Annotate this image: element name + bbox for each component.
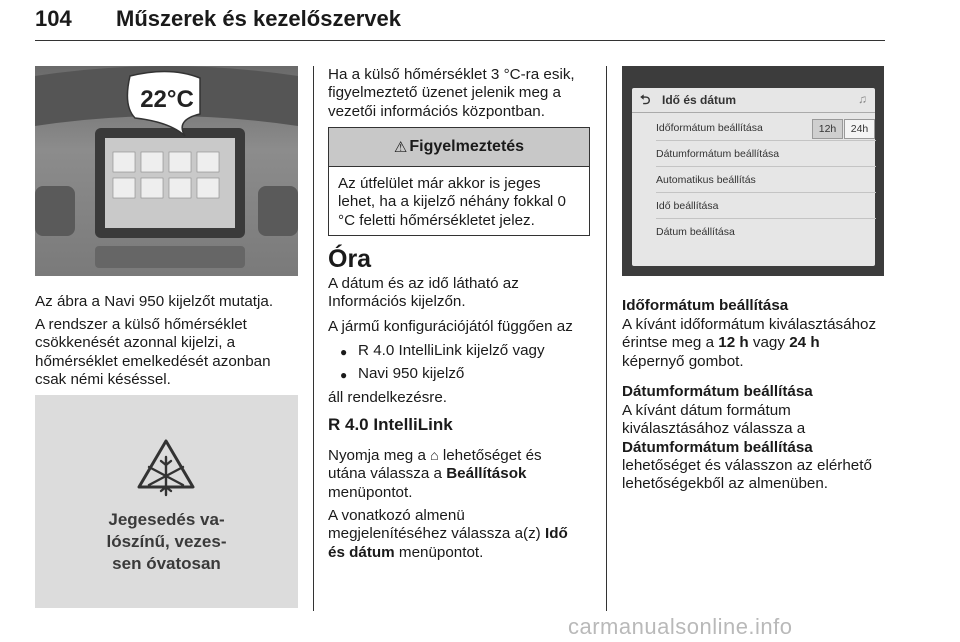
page-title: Műszerek és kezelőszervek	[116, 6, 401, 31]
p5-settings-term: Beállítások	[446, 465, 527, 483]
temperature-readout: 22°C	[140, 86, 194, 113]
t2-date-format-term: Dátumformátum beállítása	[622, 438, 813, 456]
p5-text-b: lehetőséget és	[442, 447, 542, 464]
screen-display	[632, 88, 875, 266]
caption-line-2: lószínű, vezes-	[106, 532, 227, 551]
warning-triangle-icon: ⚠	[393, 139, 408, 156]
section-heading-r40: R 4.0 IntelliLink	[328, 415, 453, 434]
ice-warning-panel	[35, 395, 298, 608]
p5-text-a: Nyomja meg a	[328, 447, 426, 464]
dashboard-photo	[35, 66, 298, 276]
col3-paragraph-1	[622, 316, 882, 371]
p6-text-b: menüpontot.	[398, 543, 484, 561]
col3-heading-1	[622, 297, 788, 315]
t2-text-b: lehetőséget és válasszon az elérhető lehetőségekből az almenüben.	[622, 456, 872, 493]
watermark: carmanualsonline.info	[568, 614, 793, 639]
home-icon: ⌂	[430, 447, 439, 463]
bullet-dot: ●	[340, 368, 348, 382]
warning-title: Figyelmeztetés	[409, 138, 525, 155]
menu-item-set-date[interactable]: Dátum beállítása	[656, 226, 735, 238]
col2-paragraph-2: A dátum és az idő látható az Információs kijelzőn.	[328, 275, 519, 311]
col3-heading-2	[622, 383, 813, 401]
warning-header	[329, 128, 589, 167]
col1-paragraph-1: Az ábra a Navi 950 kijelzőt mutatja.	[35, 293, 274, 310]
menu-item-date-format[interactable]: Dátumformátum beállítása	[656, 142, 876, 167]
col1-paragraph-2: A rendszer a külső hőmérséklet csökkenését azonnal kijelzi, a hőmérséklet emelkedését azonban csak némi késéssel.	[35, 316, 271, 388]
t1-text-end: képernyő gombot.	[622, 352, 744, 370]
t1-12h-term: 12 h	[718, 334, 749, 352]
column-divider-1	[313, 66, 314, 611]
column-divider-2	[606, 66, 607, 611]
menu-item-auto-set[interactable]: Automatikus beállítás	[656, 168, 876, 193]
bullet-text: R 4.0 IntelliLink kijelző vagy	[358, 342, 545, 359]
bullet-item-1	[338, 342, 598, 360]
ice-warning-icon	[35, 395, 298, 505]
menu-item-time-format[interactable]	[656, 116, 876, 141]
t1-text-mid: vagy	[752, 334, 785, 352]
warning-text: Az útfelület már akkor is jeges lehet, ha a kijelző néhány fokkal 0 °C feletti hőmérsékletet jelez.	[338, 175, 566, 229]
caption-line-3: sen óvatosan	[112, 554, 221, 573]
warning-box	[328, 127, 590, 236]
t2-text-a: A kívánt dátum formátum kiválasztásához válassza a	[622, 402, 806, 438]
screen-title: Idő és dátum	[662, 93, 737, 107]
bullet-item-2	[338, 365, 598, 383]
back-arrow-icon[interactable]: ⮌	[640, 92, 651, 107]
col2-paragraph-5	[328, 446, 598, 502]
col2-paragraph-6	[328, 507, 584, 562]
col2-paragraph-1: Ha a külső hőmérséklet 3 °C-ra esik, figyelmeztető üzenet jelenik meg a vezetői információs központban.	[328, 66, 575, 120]
t1-24h-term: 24 h	[789, 334, 820, 352]
bullet-text: Navi 950 kijelző	[358, 365, 465, 382]
header-rule	[35, 40, 885, 41]
col2-paragraph-3: A jármű konfigurációjától függően az	[328, 318, 573, 335]
bullet-dot: ●	[340, 345, 348, 359]
time-format-heading: Időformátum beállítása	[622, 297, 789, 314]
caption-line-1: Jegesedés va-	[108, 510, 225, 529]
music-note-icon[interactable]: ♫	[858, 92, 867, 106]
menu-item-label: Időformátum beállítása	[656, 122, 763, 134]
col3-paragraph-2	[622, 402, 892, 493]
page-number: 104	[35, 6, 72, 31]
col2-paragraph-4: áll rendelkezésre.	[328, 389, 448, 406]
section-heading-ora: Óra	[328, 245, 372, 273]
p6-time-date-term: Idő és dátum	[328, 525, 568, 561]
menu-item-set-time[interactable]: Idő beállítása	[656, 194, 876, 219]
p5-text-c: utána válassza a	[328, 465, 442, 483]
ice-warning-caption	[35, 509, 298, 575]
option-12h-button[interactable]: 12h	[812, 119, 843, 139]
p6-text-a: A vonatkozó almenü megjelenítéséhez válassza a(z)	[328, 507, 541, 543]
screen-header	[632, 88, 875, 113]
time-date-screen	[622, 66, 884, 276]
option-24h-button[interactable]: 24h	[844, 119, 875, 139]
p5-text-d: menüpontot.	[328, 483, 413, 501]
date-format-heading: Dátumformátum beállítása	[622, 383, 813, 400]
t1-text-a: A kívánt időformátum kiválasztásához érintse meg a	[622, 316, 877, 352]
